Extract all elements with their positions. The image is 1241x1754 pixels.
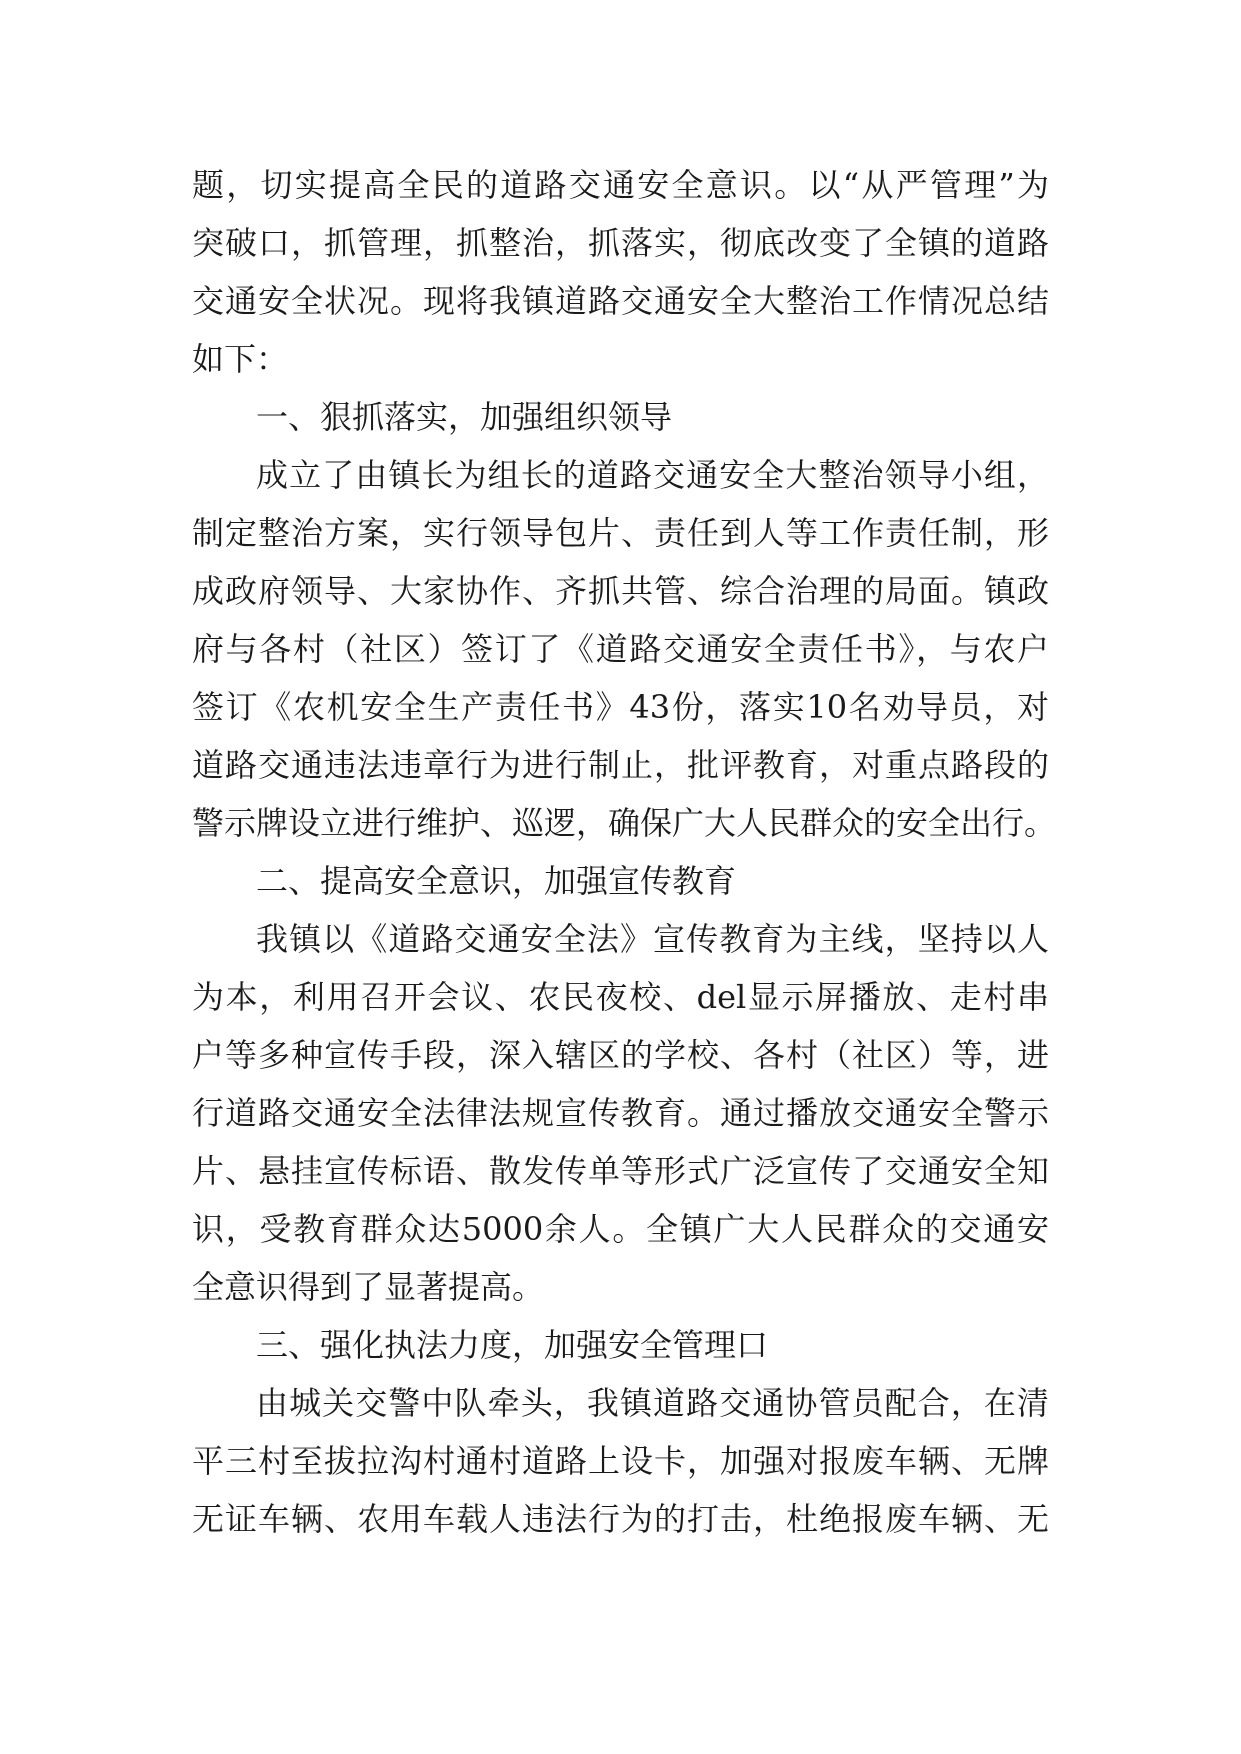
body-text-line: 我镇以《道路交通安全法》宣传教育为主线，坚持以人: [256, 920, 1049, 958]
body-text-line: 成政府领导、大家协作、齐抓共管、综合治理的局面。镇政: [192, 572, 1049, 610]
body-text-line: 交通安全状况。现将我镇道路交通安全大整治工作情况总结: [192, 282, 1049, 320]
body-text-line: 成立了由镇长为组长的道路交通安全大整治领导小组，: [256, 456, 1049, 494]
body-text-line: 签订《农机安全生产责任书》43份，落实10名劝导员，对: [192, 688, 1049, 726]
body-text-line: 题，切实提高全民的道路交通安全意识。以“从严管理”为: [192, 166, 1049, 204]
body-text-line: 警示牌设立进行维护、巡逻，确保广大人民群众的安全出行。: [192, 804, 1057, 842]
section-heading-2: 二、提高安全意识，加强宣传教育: [256, 862, 737, 900]
body-text-line: 府与各村（社区）签订了《道路交通安全责任书》，与农户: [192, 630, 1049, 668]
body-text-line: 由城关交警中队牵头，我镇道路交通协管员配合，在清: [256, 1384, 1049, 1422]
section-heading-3: 三、强化执法力度，加强安全管理口: [256, 1326, 769, 1364]
body-text-line: 突破口，抓管理，抓整治，抓落实，彻底改变了全镇的道路: [192, 224, 1049, 262]
body-text-line: 户等多种宣传手段，深入辖区的学校、各村（社区）等，进: [192, 1036, 1049, 1074]
body-text-line: 全意识得到了显著提高。: [192, 1268, 545, 1306]
body-text-line: 制定整治方案，实行领导包片、责任到人等工作责任制，形: [192, 514, 1049, 552]
body-text-line: 识，受教育群众达5000余人。全镇广大人民群众的交通安: [192, 1210, 1049, 1248]
body-text-line: 平三村至拔拉沟村通村道路上设卡，加强对报废车辆、无牌: [192, 1442, 1049, 1480]
body-text-line: 行道路交通安全法律法规宣传教育。通过播放交通安全警示: [192, 1094, 1049, 1132]
body-text-line: 片、悬挂宣传标语、散发传单等形式广泛宣传了交通安全知: [192, 1152, 1049, 1190]
body-text-line: 道路交通违法违章行为进行制止，批评教育，对重点路段的: [192, 746, 1049, 784]
body-text-line: 如下：: [192, 340, 289, 378]
body-text-line: 为本，利用召开会议、农民夜校、del显示屏播放、走村串: [192, 978, 1049, 1016]
section-heading-1: 一、狠抓落实，加强组织领导: [256, 398, 673, 436]
body-text-line: 无证车辆、农用车载人违法行为的打击，杜绝报废车辆、无: [192, 1500, 1049, 1538]
